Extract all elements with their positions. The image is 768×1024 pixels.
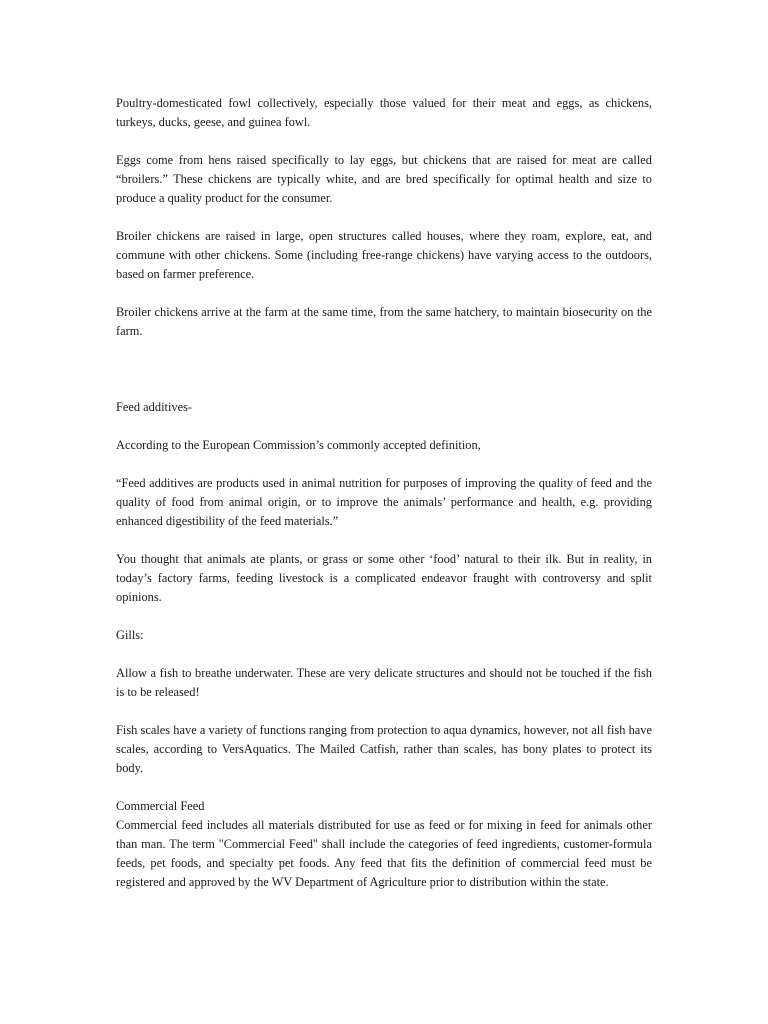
paragraph-biosecurity: Broiler chickens arrive at the farm at the same time, from the same hatchery, to maintain biosecurity on the farm. — [116, 305, 652, 338]
paragraph-broiler-houses: Broiler chickens are raised in large, open structures called houses, where they roam, explore, eat, and commune with other chickens. Some (including free-range chickens) have varying access to the outdoors, based on farmer preference. — [116, 229, 652, 281]
paragraph-fish-scales: Fish scales have a variety of functions ranging from protection to aqua dynamics, however, not all fish have scales, according to VersAquatics. The Mailed Catfish, rather than scales, has bony plates to protect its body. — [116, 723, 652, 775]
paragraph-poultry-definition: Poultry-domesticated fowl collectively, especially those valued for their meat and eggs, as chickens, turkeys, ducks, geese, and guinea fowl. — [116, 96, 652, 129]
paragraph-european-commission: According to the European Commission’s commonly accepted definition, — [116, 438, 481, 452]
paragraph-commercial-feed: Commercial feed includes all materials distributed for use as feed or for mixing in feed for animals other than man. The term "Commercial Feed" shall include the categories of feed ingredients, customer-formula feeds, pet foods, and specialty pet foods. Any feed that fits the definition of commercial feed must be registered and approved by the WV Department of Agriculture prior to distribution within the state. — [116, 818, 652, 889]
heading-commercial-feed: Commercial Feed — [116, 799, 205, 813]
paragraph-broilers: Eggs come from hens raised specifically to lay eggs, but chickens that are raised for meat are called “broilers.” These chickens are typically white, and are bred specifically for optimal health and size to produce a quality product for the consumer. — [116, 153, 652, 205]
heading-gills: Gills: — [116, 628, 144, 642]
heading-feed-additives: Feed additives- — [116, 400, 193, 414]
paragraph-gills: Allow a fish to breathe underwater. These are very delicate structures and should not be touched if the fish is to be released! — [116, 666, 652, 699]
section-gap — [116, 360, 652, 398]
paragraph-feed-additives-quote: “Feed additives are products used in animal nutrition for purposes of improving the quality of feed and the quality of food from animal origin, or to improve the animals’ performance and health, e.g. providing enhanced digestibility of the feed materials.” — [116, 476, 652, 528]
document-page — [116, 94, 652, 911]
paragraph-factory-farms: You thought that animals ate plants, or grass or some other ‘food’ natural to their ilk. But in reality, in today’s factory farms, feeding livestock is a complicated endeavor fraught with controversy and split opinions. — [116, 552, 652, 604]
